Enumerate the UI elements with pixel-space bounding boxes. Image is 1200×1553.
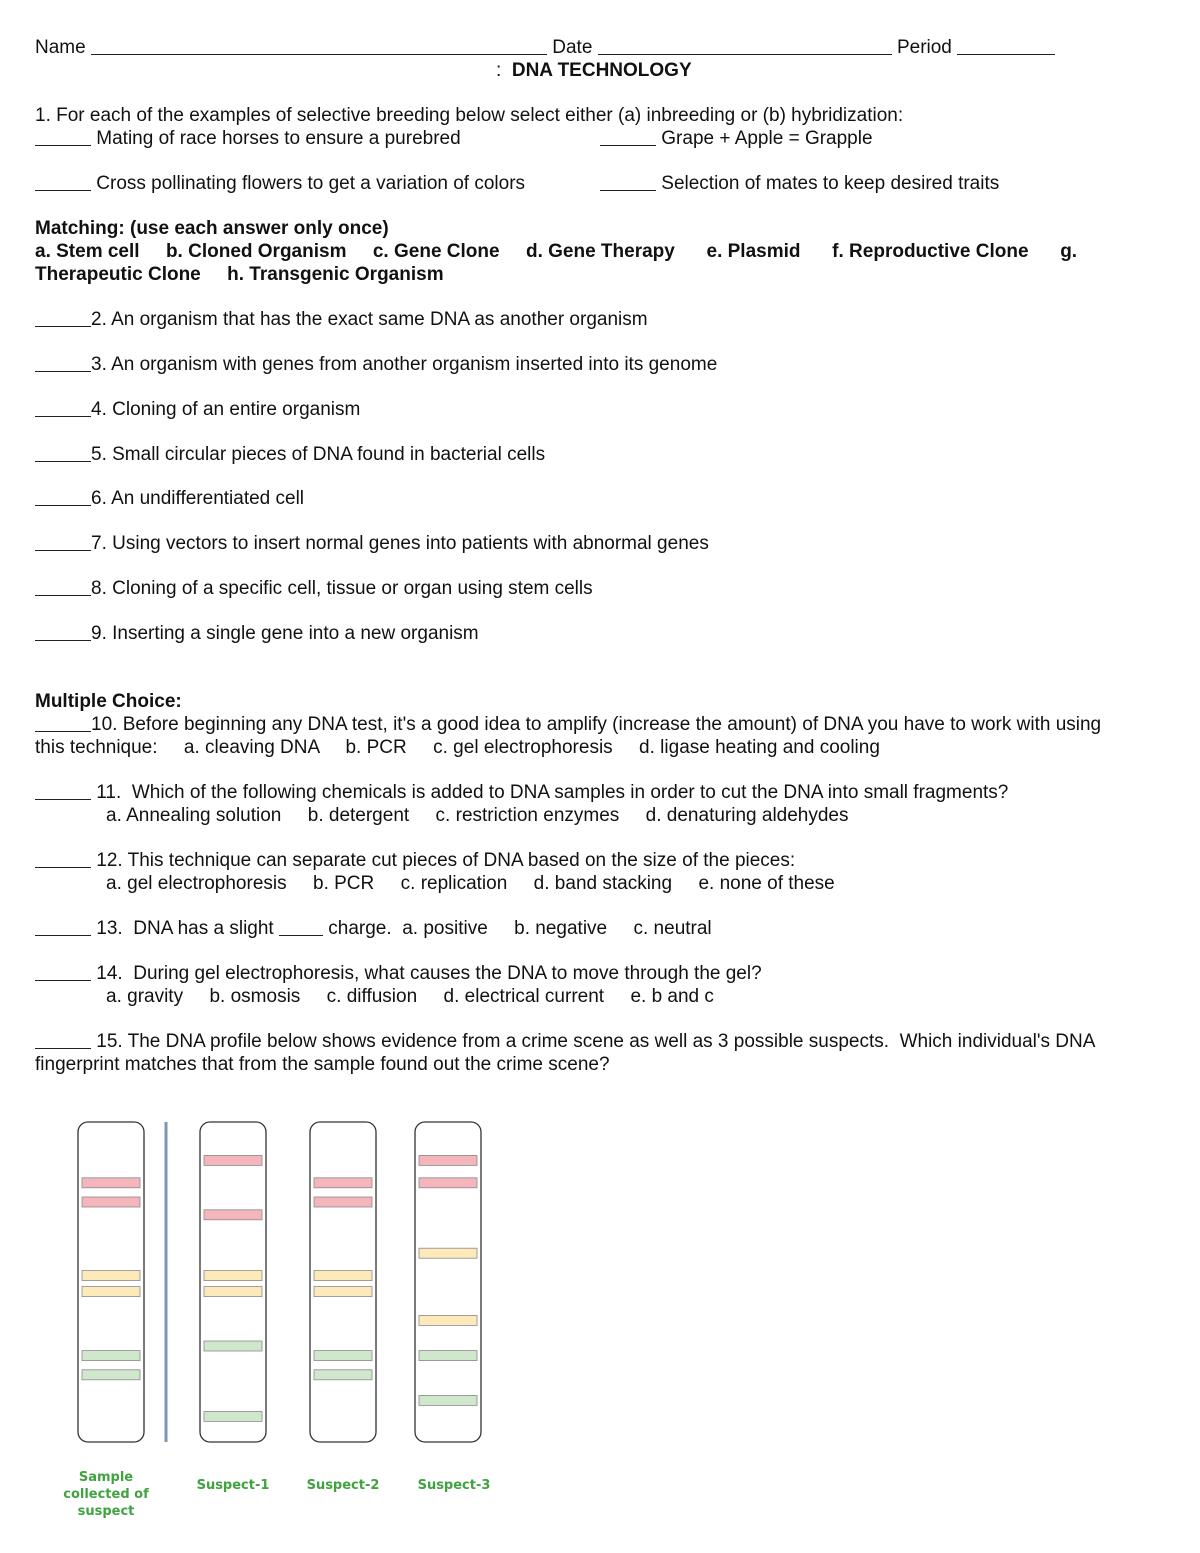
question-text: charge. a. positive b. negative c. neutral (323, 918, 712, 939)
gel-band-green (82, 1351, 140, 1361)
gel-band-yellow (82, 1287, 140, 1297)
question-text: 3. An organism with genes from another organism inserted into its genome (91, 354, 718, 375)
mc-question (35, 1030, 1095, 1053)
question-text: 13. DNA has a slight (91, 918, 279, 939)
gel-band-red (82, 1197, 140, 1207)
lane-caption: Sample collected of suspect (63, 1470, 149, 1519)
gel-band-yellow (204, 1271, 262, 1281)
answer-blank[interactable] (600, 127, 656, 146)
matching-question (35, 532, 709, 555)
gel-band-yellow (314, 1287, 372, 1297)
mc-question (35, 849, 795, 872)
lane-caption: Suspect-2 (306, 1478, 380, 1493)
gel-diagram (0, 1100, 600, 1520)
question-text: 9. Inserting a single gene into a new organism (91, 623, 479, 644)
date-field[interactable] (598, 36, 892, 55)
gel-band-red (204, 1210, 262, 1220)
answer-blank[interactable] (35, 172, 91, 191)
gel-band-yellow (82, 1271, 140, 1281)
answer-blank[interactable] (35, 1030, 91, 1049)
question-text: 4. Cloning of an entire organism (91, 399, 361, 420)
mc-question (35, 713, 1101, 736)
matching-question (35, 398, 360, 421)
question-text: 11. Which of the following chemicals is added to DNA samples in order to cut the DNA into small fragments? (91, 782, 1009, 803)
matching-question (35, 353, 717, 376)
answer-blank[interactable] (35, 532, 91, 551)
gel-band-green (419, 1351, 477, 1361)
answer-blank[interactable] (35, 781, 91, 800)
lane-caption: Suspect-1 (196, 1478, 270, 1493)
answer-blank[interactable] (35, 713, 91, 732)
mc-choices: this technique: a. cleaving DNA b. PCR c. gel electrophoresis d. ligase heating and cooling (35, 737, 880, 758)
question-text: 8. Cloning of a specific cell, tissue or organ using stem cells (91, 578, 593, 599)
answer-blank[interactable] (35, 308, 91, 327)
gel-band-red (419, 1155, 477, 1165)
header-line (35, 36, 1055, 59)
gel-band-green (314, 1370, 372, 1380)
answer-blank[interactable] (600, 172, 656, 191)
gel-band-green (419, 1395, 477, 1405)
q1-item (35, 127, 461, 150)
gel-band-green (204, 1411, 262, 1421)
q1-item (35, 172, 525, 195)
mc-question (35, 962, 762, 985)
q1-item-text: Cross pollinating flowers to get a variation of colors (96, 173, 526, 194)
mc-choices: a. gel electrophoresis b. PCR c. replication d. band stacking e. none of these (106, 873, 835, 894)
mc-question (35, 917, 712, 940)
matching-options: Therapeutic Clone h. Transgenic Organism (35, 264, 444, 285)
mc-heading: Multiple Choice: (35, 691, 182, 712)
question-text: 6. An undifferentiated cell (91, 488, 305, 509)
gel-band-red (314, 1197, 372, 1207)
gel-band-green (314, 1351, 372, 1361)
q1-item-text: Selection of mates to keep desired traits (661, 173, 1000, 194)
matching-question (35, 577, 593, 600)
gel-band-red (419, 1178, 477, 1188)
period-label: Period (896, 37, 952, 58)
answer-blank[interactable] (35, 398, 91, 417)
answer-blank[interactable] (35, 849, 91, 868)
q1-item (600, 172, 999, 195)
mc-question-cont: fingerprint matches that from the sample found out the crime scene? (35, 1054, 610, 1075)
answer-blank[interactable] (35, 962, 91, 981)
answer-blank[interactable] (35, 353, 91, 372)
gel-band-yellow (314, 1271, 372, 1281)
question-text: 2. An organism that has the exact same DNA as another organism (91, 309, 648, 330)
matching-question (35, 443, 545, 466)
q1-item (600, 127, 873, 150)
question-text: 12. This technique can separate cut pieces of DNA based on the size of the pieces: (91, 850, 796, 871)
matching-question (35, 622, 479, 645)
gel-lane (200, 1122, 266, 1442)
mc-choices: a. Annealing solution b. detergent c. restriction enzymes d. denaturing aldehydes (106, 805, 849, 826)
name-field[interactable] (91, 36, 547, 55)
matching-options: a. Stem cell b. Cloned Organism c. Gene Clone d. Gene Therapy e. Plasmid f. Reproductive Clone g. (35, 241, 1078, 262)
name-label: Name (35, 37, 86, 58)
gel-band-red (82, 1178, 140, 1188)
gel-lane (78, 1122, 144, 1442)
q1-item-text: Grape + Apple = Grapple (661, 128, 873, 149)
question-text: 5. Small circular pieces of DNA found in bacterial cells (91, 444, 546, 465)
answer-blank[interactable] (35, 622, 91, 641)
gel-band-green (204, 1341, 262, 1351)
gel-lane (310, 1122, 376, 1442)
gel-band-red (314, 1178, 372, 1188)
gel-band-red (204, 1155, 262, 1165)
matching-question (35, 487, 304, 510)
gel-band-green (82, 1370, 140, 1380)
title-prefix: : (496, 60, 502, 81)
mc-choices: a. gravity b. osmosis c. diffusion d. electrical current e. b and c (106, 986, 714, 1007)
dna-gel-figure (0, 1100, 600, 1520)
gel-band-yellow (204, 1287, 262, 1297)
answer-blank[interactable] (35, 577, 91, 596)
answer-blank[interactable] (35, 127, 91, 146)
matching-heading: Matching: (use each answer only once) (35, 218, 389, 239)
question-text: 15. The DNA profile below shows evidence from a crime scene as well as 3 possible suspects. Which individual's DNA (91, 1031, 1096, 1052)
lane-caption: Suspect-3 (417, 1478, 491, 1493)
mc-question (35, 781, 1008, 804)
answer-blank[interactable] (35, 443, 91, 462)
page-title (496, 59, 692, 82)
gel-band-yellow (419, 1248, 477, 1258)
gel-band-yellow (419, 1315, 477, 1325)
date-label: Date (552, 37, 593, 58)
answer-blank[interactable] (35, 917, 91, 936)
q1-prompt: 1. For each of the examples of selective breeding below select either (a) inbreeding or (b) hybridization: (35, 105, 904, 126)
inline-blank[interactable] (279, 917, 323, 936)
period-field[interactable] (957, 36, 1055, 55)
matching-question (35, 308, 648, 331)
q1-item-text: Mating of race horses to ensure a purebred (96, 128, 461, 149)
question-text: 14. During gel electrophoresis, what causes the DNA to move through the gel? (91, 963, 762, 984)
question-text: 7. Using vectors to insert normal genes into patients with abnormal genes (91, 533, 709, 554)
gel-lane (415, 1122, 481, 1442)
question-text: 10. Before beginning any DNA test, it's a good idea to amplify (increase the amount) of DNA you have to work with using (91, 714, 1102, 735)
title-text: DNA TECHNOLOGY (511, 60, 692, 81)
answer-blank[interactable] (35, 487, 91, 506)
